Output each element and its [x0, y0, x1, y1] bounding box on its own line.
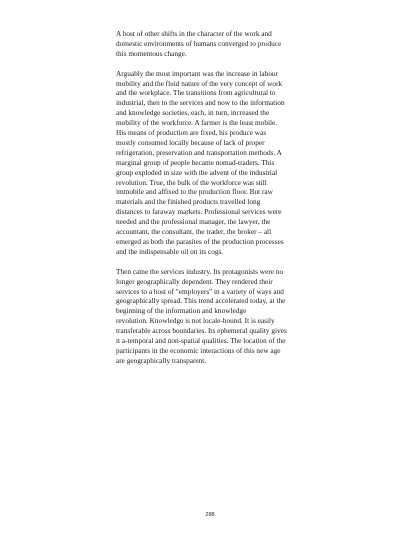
- text-line: are geographically transparent.: [116, 355, 207, 365]
- text-line: domestic environments of humans converged to produce: [116, 38, 282, 48]
- text-line: needed and the professional manager, the lawyer, the: [116, 217, 271, 227]
- text-line: mostly consumed locally because of lack of proper: [116, 137, 265, 147]
- text-line: and the indispensable oil on its cogs.: [116, 246, 224, 256]
- text-line: industrial, then to the services and now to the information: [116, 98, 285, 108]
- text-line: distances to faraway markets. Professional services were: [116, 207, 282, 217]
- text-line: services to a host of "employers" in a variety of ways and: [116, 286, 284, 296]
- paragraph-3: [116, 267, 316, 366]
- text-line: it a-temporal and non-spatial qualities. The location of the: [116, 336, 286, 346]
- text-line: A host of other shifts in the character of the work and: [116, 29, 272, 38]
- text-line: Then came the services industry. Its protagonists were no: [116, 266, 284, 276]
- page-number: 288: [205, 512, 215, 518]
- text-line: emerged as both the parasites of the production processes: [116, 237, 284, 247]
- text-line: group exploded in size with the advent of the industrial: [116, 167, 278, 177]
- text-line: longer geographically dependent. They rendered their: [116, 276, 273, 286]
- text-line: this momentous change.: [116, 48, 187, 58]
- text-line: marginal group of people became nomad-traders. This: [116, 157, 275, 167]
- text-line: and knowledge societies, each, in turn, increased the: [116, 108, 270, 118]
- text-line: mobility and the fluid nature of the very concept of work: [116, 78, 283, 88]
- text-line: refrigeration, preservation and transportation methods. A: [116, 147, 282, 157]
- body-text: [116, 29, 316, 376]
- text-line: Arguably the most important was the increase in labour: [116, 68, 278, 78]
- text-line: participants in the economic interactions of this new age: [116, 345, 281, 355]
- text-line: His means of production are fixed, his produce was: [116, 128, 267, 138]
- text-line: and the workplace. The transitions from agricultural to: [116, 88, 276, 98]
- text-line: accountant, the consultant, the trader, the broker – all: [116, 227, 272, 237]
- text-line: revolution. Knowledge is not locale-bound. It is easily: [116, 316, 275, 326]
- text-line: materials and the finished products travelled long: [116, 197, 261, 207]
- text-line: transferable across boundaries. Its ephemeral quality gives: [116, 326, 287, 336]
- paragraph-1: [116, 29, 316, 59]
- text-line: immobile and affixed to the production floor. But raw: [116, 187, 273, 197]
- text-line: revolution. True, the bulk of the workforce was still: [116, 177, 267, 187]
- text-line: beginning of the information and knowledge: [116, 306, 247, 316]
- text-line: mobility of the workforce. A farmer is the least mobile.: [116, 118, 278, 128]
- text-line: geographically spread. This trend accelerated today, at the: [116, 296, 286, 306]
- paragraph-2: [116, 69, 316, 257]
